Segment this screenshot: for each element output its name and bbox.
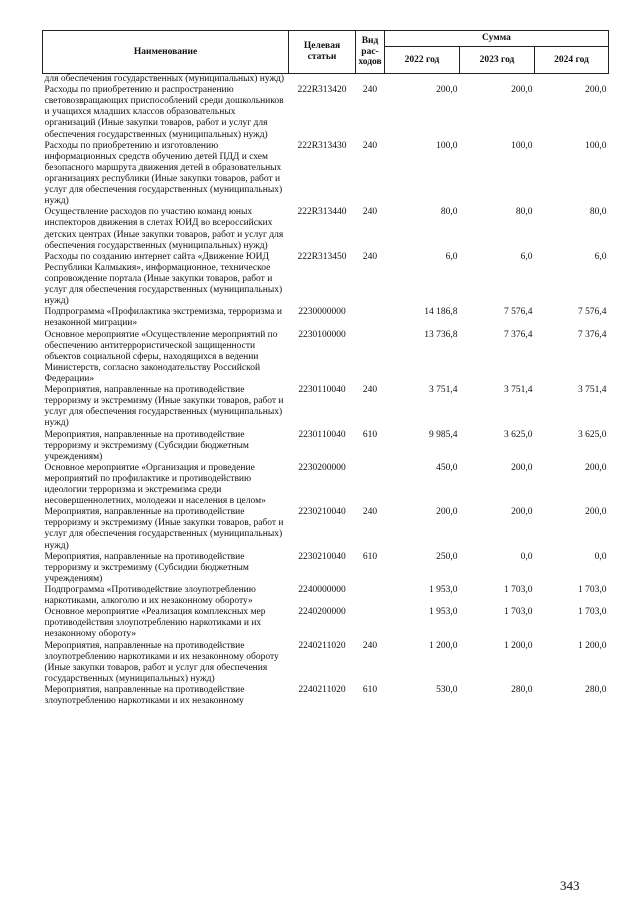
page-number: 343 [560,878,580,893]
row-amount-2023: 200,0 [511,462,533,473]
header-name: Наименование [43,31,289,74]
row-amount-2023: 200,0 [511,507,533,518]
row-expense-type [356,607,385,640]
row-expense-type: 240 [362,85,378,96]
row-expense-type: 610 [362,429,378,440]
row-amount-2022: 200,0 [436,507,458,518]
table-row [43,385,609,429]
row-amount-2024: 7 376,4 [578,329,607,340]
row-code: 2230000000 [298,307,346,318]
row-name: Расходы по приобретению и изготовлению информационных средств обучению детей ПДД и схем безопасного маршрута движения детей в образовательных организациях республики (Иные закупки товаров, работ и услуг для обеспечения государственных (муниципальных) нужд) [44,140,283,207]
row-code: 2240211020 [298,640,346,651]
header-2024: 2024 год [535,47,609,74]
budget-table [42,30,609,707]
row-name: Подпрограмма «Противодействие злоупотреблению наркотиками, алкоголю и их незаконному обороту» [44,585,256,607]
row-code: 2230100000 [298,329,346,340]
row-amount-2022: 1 953,0 [429,607,458,618]
table-row [43,585,609,607]
row-amount-2024: 280,0 [585,685,607,696]
table-row [43,74,609,86]
row-amount-2022: 250,0 [436,551,458,562]
row-expense-type [356,463,385,507]
table-row [43,552,609,585]
row-amount-2024: 7 576,4 [578,307,607,318]
row-amount-2024: 3 625,0 [578,429,607,440]
row-code: 222R313450 [297,251,347,262]
table-row [43,685,609,707]
row-name: Основное мероприятие «Организация и проведение мероприятий по профилактике и противодействию идеологии терроризма и экстремизма среди несовершеннолетних, молодежи и населения в целом» [44,462,266,507]
table-row [43,307,609,329]
row-amount-2022: 80,0 [440,207,458,218]
row-code: 2230110040 [298,429,346,440]
table-row [43,607,609,640]
row-amount-2024: 1 703,0 [578,607,607,618]
header-sum: Сумма [385,31,609,47]
row-name: Мероприятия, направленные на противодействие терроризму и экстремизму (Иные закупки товаров, работ и услуг для обеспечения государственных (муниципальных) нужд) [44,507,284,551]
row-amount-2024: 6,0 [594,251,607,262]
row-amount-2023: 1 703,0 [504,607,533,618]
header-2023: 2023 год [460,47,535,74]
row-amount-2023: 100,0 [511,140,533,151]
row-amount-2023: 80,0 [515,207,533,218]
row-amount-2022: 3 751,4 [429,385,458,396]
table-row [43,507,609,551]
table-row [43,430,609,463]
row-amount-2024: 200,0 [585,85,607,96]
row-amount-2022: 9 985,4 [429,429,458,440]
table-row [43,141,609,208]
row-name: Мероприятия, направленные на противодействие терроризму и экстремизму (Иные закупки товаров, работ и услуг для обеспечения государственных (муниципальных) нужд) [44,385,284,429]
row-amount-2022: 100,0 [436,140,458,151]
row-code: 222R313420 [297,85,347,96]
row-amount-2022 [385,74,460,86]
row-amount-2022: 13 736,8 [424,329,458,340]
row-expense-type [356,585,385,607]
row-amount-2024: 1 200,0 [578,640,607,651]
row-amount-2022: 14 186,8 [424,307,458,318]
row-amount-2022: 1 953,0 [429,585,458,596]
row-amount-2022: 530,0 [436,685,458,696]
row-amount-2024: 200,0 [585,462,607,473]
row-amount-2023: 3 751,4 [504,385,533,396]
row-name: для обеспечения государственных (муниципальных) нужд) [44,74,285,84]
row-expense-type [356,330,385,386]
row-amount-2022: 450,0 [436,462,458,473]
table-row [43,641,609,685]
row-expense-type: 240 [362,640,378,651]
table-header [43,31,609,74]
row-amount-2023: 280,0 [511,685,533,696]
row-amount-2022: 200,0 [436,85,458,96]
row-name: Подпрограмма «Профилактика экстремизма, терроризма и незаконной миграции» [44,307,282,329]
row-amount-2023 [460,74,535,86]
row-amount-2023: 0,0 [520,551,533,562]
row-name: Основное мероприятие «Реализация комплексных мер противодействия злоупотреблению наркотиками и их незаконному обороту» [44,607,266,640]
row-amount-2024: 1 703,0 [578,585,607,596]
row-code: 2230210040 [298,551,346,562]
row-amount-2023: 1 200,0 [504,640,533,651]
row-expense-type: 240 [362,251,378,262]
row-code: 2230210040 [298,507,346,518]
row-code: 222R313440 [297,207,347,218]
row-amount-2023: 3 625,0 [504,429,533,440]
row-amount-2024: 3 751,4 [578,385,607,396]
row-expense-type: 240 [362,207,378,218]
row-amount-2023: 1 703,0 [504,585,533,596]
row-name: Основное мероприятие «Осуществление мероприятий по обеспечению антитеррористической защищенности объектов социальной сферы, находящихся в ведении Министерств, согласно законодательству Российской Федерации» [44,329,278,384]
row-amount-2022: 1 200,0 [429,640,458,651]
row-code [289,74,356,86]
table-row [43,207,609,251]
row-expense-type: 610 [362,685,378,696]
table-row [43,463,609,507]
row-expense-type [356,307,385,329]
table-row [43,252,609,308]
table-row [43,85,609,141]
row-amount-2024 [535,74,609,86]
row-amount-2024: 200,0 [585,507,607,518]
row-amount-2023: 6,0 [520,251,533,262]
row-name: Осуществление расходов по участию команд юных инспекторов движения в слетах ЮИД во всероссийских детских центрах (Иные закупки товаров, работ и услуг для обеспечения государственных (муниципальных) нужд) [44,207,284,251]
row-name: Мероприятия, направленные на противодействие злоупотреблению наркотиками и их незаконному обороту (Иные закупки товаров, работ и услуг для обеспечения государственных (муниципальных) нужд) [44,640,279,684]
row-name: Мероприятия, направленные на противодействие злоупотреблению наркотиками и их незаконному [44,685,245,707]
row-expense-type [356,74,385,86]
table-row [43,330,609,386]
row-expense-type: 610 [362,551,378,562]
row-code: 2240000000 [298,585,346,596]
row-code: 2240211020 [298,685,346,696]
row-code: 2230200000 [298,462,346,473]
header-code: Целевая статьи [289,31,356,74]
row-code: 222R313430 [297,140,347,151]
row-name: Мероприятия, направленные на противодействие терроризму и экстремизму (Субсидии бюджетным учреждениям) [44,551,249,584]
row-amount-2023: 200,0 [511,85,533,96]
row-expense-type: 240 [362,140,378,151]
row-code: 2230110040 [298,385,346,396]
row-amount-2023: 7 576,4 [504,307,533,318]
header-vid: Вид рас-ходов [356,31,385,74]
row-code: 2240200000 [298,607,346,618]
row-expense-type: 240 [362,385,378,396]
row-amount-2024: 80,0 [589,207,607,218]
row-name: Расходы по созданию интернет сайта «Движение ЮИД Республики Калмыкия», информационное, техническое сопровождение портала (Иные закупки товаров, работ и услуг для обеспечения государственных (муниципальных) нужд) [44,251,283,307]
row-expense-type: 240 [362,507,378,518]
table-body [43,74,609,708]
header-2022: 2022 год [385,47,460,74]
row-name: Расходы по приобретению и распространению световозвращающих приспособлений среди дошкольников и учащихся младших классов образовательных организаций (Иные закупки товаров, работ и услуг для обеспечения государственных (муниципальных) нужд) [44,85,284,140]
row-amount-2022: 6,0 [445,251,458,262]
row-amount-2024: 0,0 [594,551,607,562]
row-name: Мероприятия, направленные на противодействие терроризму и экстремизму (Субсидии бюджетным учреждениям) [44,429,249,462]
row-amount-2023: 7 376,4 [504,329,533,340]
row-amount-2024: 100,0 [585,140,607,151]
